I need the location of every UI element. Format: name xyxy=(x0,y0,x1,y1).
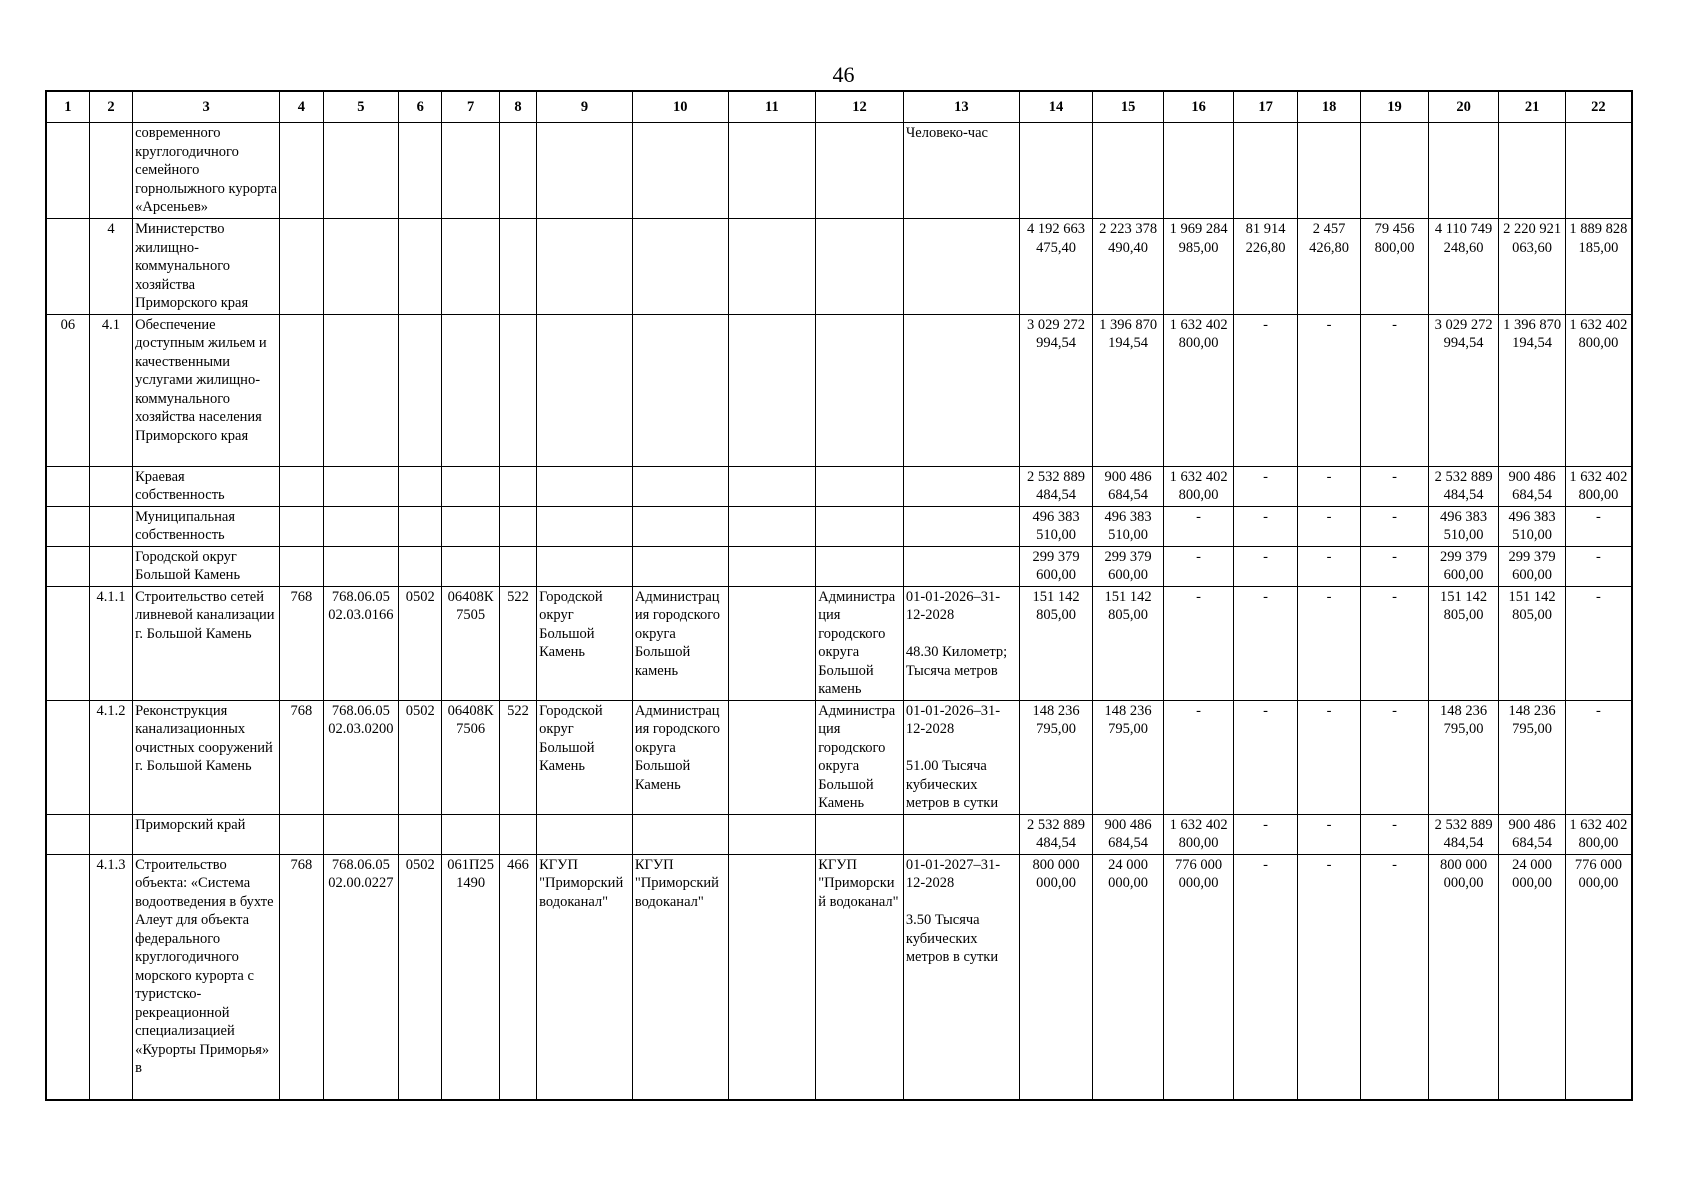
column-header-3: 3 xyxy=(133,91,280,123)
table-cell-col-20: 2 532 889 484,54 xyxy=(1428,466,1499,506)
table-cell-col-15: 900 486 684,54 xyxy=(1093,814,1164,854)
table-cell-col-20: 800 000 000,00 xyxy=(1428,854,1499,1100)
table-cell-col-8: 522 xyxy=(499,586,536,700)
column-header-7: 7 xyxy=(442,91,499,123)
table-cell-col-13 xyxy=(903,314,1019,466)
table-cell-col-7: 06408К7505 xyxy=(442,586,499,700)
table-cell-col-7 xyxy=(442,546,499,586)
table-cell-col-19: - xyxy=(1361,314,1429,466)
page-number: 46 xyxy=(832,62,855,87)
table-cell-col-20: 299 379 600,00 xyxy=(1428,546,1499,586)
table-cell-col-14: 4 192 663 475,40 xyxy=(1019,219,1093,315)
table-cell-col-9 xyxy=(537,546,633,586)
table-header xyxy=(46,91,1632,123)
table-cell-col-3: Реконструкция канализационных очистных сооружений г. Большой Камень xyxy=(133,700,280,814)
column-header-1: 1 xyxy=(46,91,89,123)
table-cell-col-10 xyxy=(632,506,728,546)
table-cell-col-6: 0502 xyxy=(399,854,442,1100)
table-body xyxy=(46,123,1632,1101)
table-cell-col-2 xyxy=(89,466,132,506)
table-cell-col-14: 148 236 795,00 xyxy=(1019,700,1093,814)
table-cell-col-11 xyxy=(728,586,816,700)
table-cell-col-10 xyxy=(632,219,728,315)
table-cell-col-10: КГУП "Приморский водоканал" xyxy=(632,854,728,1100)
table-cell-col-4 xyxy=(280,506,323,546)
table-cell-col-14: 299 379 600,00 xyxy=(1019,546,1093,586)
table-cell-col-11 xyxy=(728,700,816,814)
table-cell-col-2: 4.1 xyxy=(89,314,132,466)
table-cell-col-1 xyxy=(46,466,89,506)
table-cell-col-3: Министерство жилищно-коммунального хозяйства Приморского края xyxy=(133,219,280,315)
table-row xyxy=(46,700,1632,814)
table-cell-col-5: 768.06.05 02.03.0166 xyxy=(323,586,399,700)
table-cell-col-13 xyxy=(903,466,1019,506)
table-cell-col-21: 299 379 600,00 xyxy=(1499,546,1566,586)
table-cell-col-4 xyxy=(280,123,323,219)
table-cell-col-1 xyxy=(46,700,89,814)
table-cell-col-10 xyxy=(632,123,728,219)
column-header-19: 19 xyxy=(1361,91,1429,123)
table-cell-col-16: 776 000 000,00 xyxy=(1163,854,1234,1100)
table-cell-col-6: 0502 xyxy=(399,586,442,700)
table-cell-col-12 xyxy=(816,314,904,466)
table-cell-col-16: 1 969 284 985,00 xyxy=(1163,219,1234,315)
table-cell-col-21: 148 236 795,00 xyxy=(1499,700,1566,814)
table-cell-col-18: - xyxy=(1297,506,1360,546)
column-header-8: 8 xyxy=(499,91,536,123)
table-cell-col-15: 1 396 870 194,54 xyxy=(1093,314,1164,466)
table-cell-col-9: КГУП "Приморский водоканал" xyxy=(537,854,633,1100)
table-cell-col-13 xyxy=(903,219,1019,315)
table-cell-col-12 xyxy=(816,123,904,219)
table-cell-col-11 xyxy=(728,546,816,586)
table-cell-col-5 xyxy=(323,219,399,315)
table-cell-col-8 xyxy=(499,506,536,546)
table-cell-col-16: - xyxy=(1163,700,1234,814)
table-cell-col-6 xyxy=(399,466,442,506)
table-cell-col-5 xyxy=(323,123,399,219)
table-cell-col-2: 4 xyxy=(89,219,132,315)
column-header-9: 9 xyxy=(537,91,633,123)
table-cell-col-12: КГУП "Приморский водоканал" xyxy=(816,854,904,1100)
table-cell-col-3: Строительство объекта: «Система водоотведения в бухте Алеут для объекта федерального круглогодичного морского курорта с туристско-рекреационной специализацией «Курорты Приморья» в xyxy=(133,854,280,1100)
table-cell-col-6: 0502 xyxy=(399,700,442,814)
column-header-20: 20 xyxy=(1428,91,1499,123)
table-cell-col-2 xyxy=(89,123,132,219)
table-cell-col-17: - xyxy=(1234,814,1297,854)
column-header-18: 18 xyxy=(1297,91,1360,123)
table-cell-col-2: 4.1.3 xyxy=(89,854,132,1100)
table-cell-col-16: - xyxy=(1163,586,1234,700)
table-cell-col-4 xyxy=(280,219,323,315)
table-cell-col-1: 06 xyxy=(46,314,89,466)
table-cell-col-8 xyxy=(499,219,536,315)
table-cell-col-6 xyxy=(399,506,442,546)
table-cell-col-22: 1 889 828 185,00 xyxy=(1565,219,1632,315)
table-cell-col-5: 768.06.05 02.03.0200 xyxy=(323,700,399,814)
table-cell-col-13: 01-01-2027–31-12-2028 3.50 Тысяча кубических метров в сутки xyxy=(903,854,1019,1100)
column-header-15: 15 xyxy=(1093,91,1164,123)
table-cell-col-8 xyxy=(499,814,536,854)
table-cell-col-20: 4 110 749 248,60 xyxy=(1428,219,1499,315)
table-cell-col-11 xyxy=(728,854,816,1100)
table-cell-col-13: Человеко-час xyxy=(903,123,1019,219)
table-row xyxy=(46,586,1632,700)
table-cell-col-8 xyxy=(499,123,536,219)
table-cell-col-7 xyxy=(442,814,499,854)
table-cell-col-16: 1 632 402 800,00 xyxy=(1163,466,1234,506)
table-cell-col-17: - xyxy=(1234,546,1297,586)
table-cell-col-2 xyxy=(89,814,132,854)
table-row xyxy=(46,546,1632,586)
table-cell-col-20: 151 142 805,00 xyxy=(1428,586,1499,700)
table-cell-col-17: - xyxy=(1234,700,1297,814)
table-row xyxy=(46,814,1632,854)
column-header-10: 10 xyxy=(632,91,728,123)
table-cell-col-5 xyxy=(323,466,399,506)
table-cell-col-19: - xyxy=(1361,586,1429,700)
table-cell-col-10: Администрация городского округа Большой Камень xyxy=(632,700,728,814)
table-cell-col-3: Строительство сетей ливневой канализации г. Большой Камень xyxy=(133,586,280,700)
column-header-4: 4 xyxy=(280,91,323,123)
table-cell-col-22: 1 632 402 800,00 xyxy=(1565,466,1632,506)
table-cell-col-9 xyxy=(537,506,633,546)
table-cell-col-18: - xyxy=(1297,466,1360,506)
table-cell-col-17: - xyxy=(1234,466,1297,506)
table-cell-col-10 xyxy=(632,314,728,466)
table-cell-col-6 xyxy=(399,314,442,466)
table-cell-col-9: Городской округ Большой Камень xyxy=(537,700,633,814)
table-cell-col-10: Администрация городского округа Большой камень xyxy=(632,586,728,700)
table-cell-col-19: - xyxy=(1361,506,1429,546)
table-cell-col-1 xyxy=(46,586,89,700)
table-cell-col-14: 3 029 272 994,54 xyxy=(1019,314,1093,466)
column-header-12: 12 xyxy=(816,91,904,123)
table-cell-col-20: 2 532 889 484,54 xyxy=(1428,814,1499,854)
table-cell-col-15: 151 142 805,00 xyxy=(1093,586,1164,700)
table-cell-col-4: 768 xyxy=(280,700,323,814)
table-cell-col-6 xyxy=(399,123,442,219)
table-cell-col-4: 768 xyxy=(280,586,323,700)
table-cell-col-17: - xyxy=(1234,506,1297,546)
table-cell-col-21 xyxy=(1499,123,1566,219)
table-cell-col-15: 148 236 795,00 xyxy=(1093,700,1164,814)
table-cell-col-22: - xyxy=(1565,586,1632,700)
table-cell-col-3: Муниципальная собственность xyxy=(133,506,280,546)
table-cell-col-14: 151 142 805,00 xyxy=(1019,586,1093,700)
table-cell-col-22: - xyxy=(1565,546,1632,586)
table-row xyxy=(46,123,1632,219)
column-header-16: 16 xyxy=(1163,91,1234,123)
table-cell-col-22: 776 000 000,00 xyxy=(1565,854,1632,1100)
table-cell-col-18: - xyxy=(1297,700,1360,814)
table-cell-col-13 xyxy=(903,814,1019,854)
table-cell-col-17: 81 914 226,80 xyxy=(1234,219,1297,315)
budget-table xyxy=(45,90,1633,1101)
table-cell-col-9 xyxy=(537,219,633,315)
table-cell-col-18: - xyxy=(1297,814,1360,854)
table-cell-col-8 xyxy=(499,546,536,586)
table-cell-col-19: - xyxy=(1361,814,1429,854)
table-cell-col-17: - xyxy=(1234,314,1297,466)
table-cell-col-12: Администрация городского округа Большой Камень xyxy=(816,700,904,814)
table-cell-col-10 xyxy=(632,466,728,506)
table-cell-col-7 xyxy=(442,506,499,546)
table-cell-col-21: 900 486 684,54 xyxy=(1499,466,1566,506)
header-row xyxy=(46,91,1632,123)
table-cell-col-21: 900 486 684,54 xyxy=(1499,814,1566,854)
table-cell-col-3: современного круглогодичного семейного горнолыжного курорта «Арсеньев» xyxy=(133,123,280,219)
table-cell-col-19: - xyxy=(1361,700,1429,814)
table-cell-col-15: 496 383 510,00 xyxy=(1093,506,1164,546)
column-header-13: 13 xyxy=(903,91,1019,123)
table-cell-col-14: 2 532 889 484,54 xyxy=(1019,814,1093,854)
table-cell-col-12 xyxy=(816,219,904,315)
table-cell-col-18: - xyxy=(1297,314,1360,466)
table-cell-col-19: - xyxy=(1361,854,1429,1100)
table-cell-col-6 xyxy=(399,814,442,854)
table-cell-col-18: - xyxy=(1297,854,1360,1100)
table-cell-col-21: 1 396 870 194,54 xyxy=(1499,314,1566,466)
table-cell-col-7 xyxy=(442,123,499,219)
table-row xyxy=(46,854,1632,1100)
table-cell-col-18: 2 457 426,80 xyxy=(1297,219,1360,315)
table-cell-col-2: 4.1.2 xyxy=(89,700,132,814)
table-cell-col-21: 2 220 921 063,60 xyxy=(1499,219,1566,315)
table-cell-col-18: - xyxy=(1297,586,1360,700)
table-cell-col-16: - xyxy=(1163,506,1234,546)
table-cell-col-14: 496 383 510,00 xyxy=(1019,506,1093,546)
table-cell-col-16: 1 632 402 800,00 xyxy=(1163,814,1234,854)
table-cell-col-9: Городской округ Большой Камень xyxy=(537,586,633,700)
table-cell-col-17: - xyxy=(1234,586,1297,700)
table-cell-col-9 xyxy=(537,123,633,219)
table-cell-col-4 xyxy=(280,466,323,506)
table-row xyxy=(46,219,1632,315)
table-cell-col-15 xyxy=(1093,123,1164,219)
table-cell-col-4 xyxy=(280,314,323,466)
table-cell-col-13: 01-01-2026–31-12-2028 51.00 Тысяча кубических метров в сутки xyxy=(903,700,1019,814)
table-cell-col-19: - xyxy=(1361,546,1429,586)
table-cell-col-22: - xyxy=(1565,506,1632,546)
table-cell-col-13: 01-01-2026–31-12-2028 48.30 Километр; Тысяча метров xyxy=(903,586,1019,700)
column-header-5: 5 xyxy=(323,91,399,123)
table-cell-col-8 xyxy=(499,314,536,466)
column-header-2: 2 xyxy=(89,91,132,123)
table-cell-col-1 xyxy=(46,814,89,854)
table-cell-col-12 xyxy=(816,506,904,546)
column-header-6: 6 xyxy=(399,91,442,123)
table-cell-col-15: 299 379 600,00 xyxy=(1093,546,1164,586)
table-cell-col-5 xyxy=(323,314,399,466)
column-header-14: 14 xyxy=(1019,91,1093,123)
table-cell-col-15: 900 486 684,54 xyxy=(1093,466,1164,506)
table-cell-col-19 xyxy=(1361,123,1429,219)
table-cell-col-13 xyxy=(903,506,1019,546)
table-cell-col-4 xyxy=(280,546,323,586)
table-cell-col-1 xyxy=(46,219,89,315)
table-cell-col-14: 800 000 000,00 xyxy=(1019,854,1093,1100)
table-cell-col-21: 151 142 805,00 xyxy=(1499,586,1566,700)
table-cell-col-17: - xyxy=(1234,854,1297,1100)
table-cell-col-5: 768.06.05 02.00.0227 xyxy=(323,854,399,1100)
table-cell-col-20 xyxy=(1428,123,1499,219)
table-cell-col-20: 148 236 795,00 xyxy=(1428,700,1499,814)
table-cell-col-16: - xyxy=(1163,546,1234,586)
table-cell-col-11 xyxy=(728,506,816,546)
table-cell-col-10 xyxy=(632,814,728,854)
table-cell-col-11 xyxy=(728,123,816,219)
table-cell-col-4 xyxy=(280,814,323,854)
table-cell-col-4: 768 xyxy=(280,854,323,1100)
table-cell-col-3: Обеспечение доступным жильем и качественными услугами жилищно-коммунального хозяйства населения Приморского края xyxy=(133,314,280,466)
table-cell-col-10 xyxy=(632,546,728,586)
table-cell-col-1 xyxy=(46,854,89,1100)
column-header-22: 22 xyxy=(1565,91,1632,123)
table-cell-col-16 xyxy=(1163,123,1234,219)
table-cell-col-2: 4.1.1 xyxy=(89,586,132,700)
table-cell-col-21: 496 383 510,00 xyxy=(1499,506,1566,546)
table-cell-col-22: 1 632 402 800,00 xyxy=(1565,314,1632,466)
table-cell-col-22: 1 632 402 800,00 xyxy=(1565,814,1632,854)
table-cell-col-11 xyxy=(728,814,816,854)
table-cell-col-7 xyxy=(442,314,499,466)
table-cell-col-3: Приморский край xyxy=(133,814,280,854)
table-cell-col-12 xyxy=(816,466,904,506)
table-cell-col-19: 79 456 800,00 xyxy=(1361,219,1429,315)
table-cell-col-21: 24 000 000,00 xyxy=(1499,854,1566,1100)
table-cell-col-16: 1 632 402 800,00 xyxy=(1163,314,1234,466)
table-cell-col-8: 522 xyxy=(499,700,536,814)
table-cell-col-12: Администрация городского округа Большой камень xyxy=(816,586,904,700)
column-header-21: 21 xyxy=(1499,91,1566,123)
column-header-17: 17 xyxy=(1234,91,1297,123)
table-cell-col-9 xyxy=(537,314,633,466)
table-cell-col-15: 2 223 378 490,40 xyxy=(1093,219,1164,315)
table-cell-col-7: 06408К7506 xyxy=(442,700,499,814)
table-cell-col-1 xyxy=(46,546,89,586)
table-cell-col-1 xyxy=(46,123,89,219)
table-cell-col-20: 3 029 272 994,54 xyxy=(1428,314,1499,466)
table-cell-col-7: 061П251490 xyxy=(442,854,499,1100)
table-cell-col-11 xyxy=(728,219,816,315)
table-cell-col-6 xyxy=(399,546,442,586)
table-cell-col-11 xyxy=(728,314,816,466)
table-cell-col-20: 496 383 510,00 xyxy=(1428,506,1499,546)
table-cell-col-19: - xyxy=(1361,466,1429,506)
table-cell-col-12 xyxy=(816,546,904,586)
table-cell-col-12 xyxy=(816,814,904,854)
table-row xyxy=(46,506,1632,546)
table-cell-col-14: 2 532 889 484,54 xyxy=(1019,466,1093,506)
table-cell-col-18 xyxy=(1297,123,1360,219)
table-cell-col-9 xyxy=(537,814,633,854)
table-cell-col-3: Городской округ Большой Камень xyxy=(133,546,280,586)
table-cell-col-5 xyxy=(323,546,399,586)
table-cell-col-17 xyxy=(1234,123,1297,219)
table-cell-col-9 xyxy=(537,466,633,506)
table-cell-col-2 xyxy=(89,506,132,546)
table-cell-col-11 xyxy=(728,466,816,506)
table-cell-col-7 xyxy=(442,466,499,506)
table-cell-col-3: Краевая собственность xyxy=(133,466,280,506)
table-cell-col-8: 466 xyxy=(499,854,536,1100)
table-row xyxy=(46,466,1632,506)
table-cell-col-13 xyxy=(903,546,1019,586)
table-cell-col-14 xyxy=(1019,123,1093,219)
table-cell-col-15: 24 000 000,00 xyxy=(1093,854,1164,1100)
table-row xyxy=(46,314,1632,466)
table-cell-col-6 xyxy=(399,219,442,315)
table-cell-col-5 xyxy=(323,814,399,854)
column-header-11: 11 xyxy=(728,91,816,123)
table-cell-col-22: - xyxy=(1565,700,1632,814)
table-cell-col-7 xyxy=(442,219,499,315)
table-cell-col-22 xyxy=(1565,123,1632,219)
table-cell-col-8 xyxy=(499,466,536,506)
table-cell-col-1 xyxy=(46,506,89,546)
table-cell-col-2 xyxy=(89,546,132,586)
table-cell-col-18: - xyxy=(1297,546,1360,586)
table-cell-col-5 xyxy=(323,506,399,546)
